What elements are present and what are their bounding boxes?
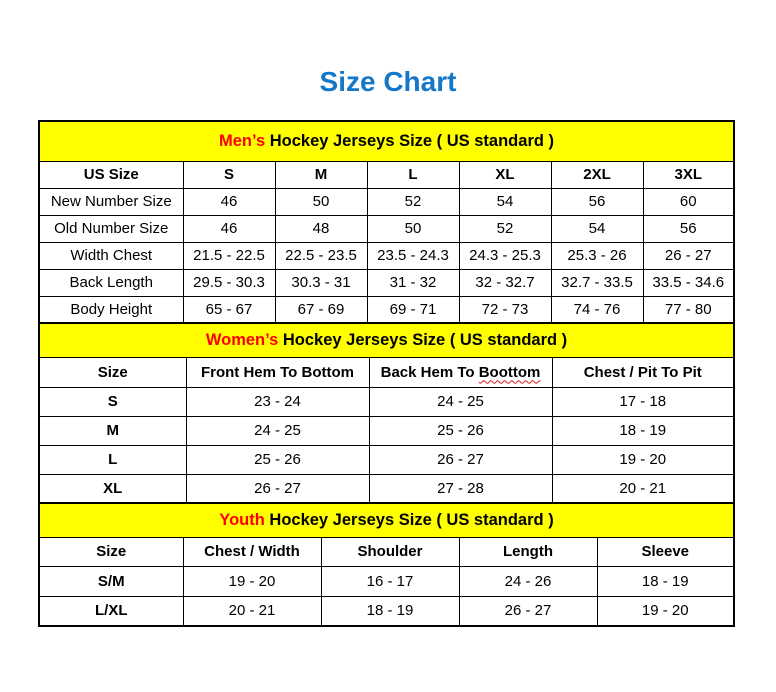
mens-header-3xl: 3XL [643,161,734,188]
cell-value: 50 [275,188,367,215]
row-label: New Number Size [39,188,183,215]
youth-header-row [39,537,734,566]
mens-section-title [39,121,734,161]
youth-section-band [39,503,734,537]
cell-value: 77 - 80 [643,296,734,323]
cell-value: 46 [183,188,275,215]
table-row [39,242,734,269]
cell-value: 30.3 - 31 [275,269,367,296]
cell-value: 25 - 26 [369,416,552,445]
youth-header-shoulder: Shoulder [321,537,459,566]
cell-value: 69 - 71 [367,296,459,323]
cell-value: 60 [643,188,734,215]
cell-value: 54 [459,188,551,215]
cell-value: 32 - 32.7 [459,269,551,296]
cell-value: 27 - 28 [369,474,552,503]
womens-header-chest: Chest / Pit To Pit [552,357,734,387]
cell-value: 19 - 20 [552,445,734,474]
table-row [39,416,734,445]
table-row [39,445,734,474]
row-label: Body Height [39,296,183,323]
youth-header-chest: Chest / Width [183,537,321,566]
cell-value: 52 [459,215,551,242]
row-label: Width Chest [39,242,183,269]
womens-header-back-hem-prefix: Back Hem To [380,363,479,381]
cell-value: 21.5 - 22.5 [183,242,275,269]
cell-value: 50 [367,215,459,242]
cell-value: 17 - 18 [552,387,734,416]
mens-header-l: L [367,161,459,188]
cell-value: 56 [643,215,734,242]
cell-value: 56 [551,188,643,215]
womens-header-back-hem-misspelled-word: Boottom [478,363,541,381]
cell-value: 19 - 20 [597,596,734,626]
youth-header-sleeve: Sleeve [597,537,734,566]
cell-value: 54 [551,215,643,242]
mens-header-row [39,161,734,188]
mens-size-table [38,120,735,324]
row-label: S [39,387,186,416]
table-row [39,188,734,215]
youth-header-length: Length [459,537,597,566]
cell-value: 25.3 - 26 [551,242,643,269]
cell-value: 25 - 26 [186,445,369,474]
cell-value: 18 - 19 [321,596,459,626]
womens-header-row [39,357,734,387]
youth-section-title-highlight: Youth [219,510,265,529]
table-row [39,566,734,596]
womens-section-title [39,323,734,357]
row-label: Old Number Size [39,215,183,242]
cell-value: 32.7 - 33.5 [551,269,643,296]
cell-value: 19 - 20 [183,566,321,596]
cell-value: 20 - 21 [183,596,321,626]
cell-value: 18 - 19 [552,416,734,445]
table-row [39,387,734,416]
mens-section-title-highlight: Men’s [218,131,266,150]
cell-value: 24 - 26 [459,566,597,596]
cell-value: 20 - 21 [552,474,734,503]
youth-header-size: Size [39,537,183,566]
cell-value: 52 [367,188,459,215]
cell-value: 24.3 - 25.3 [459,242,551,269]
row-label: M [39,416,186,445]
size-chart-tables [38,120,733,627]
cell-value: 31 - 32 [367,269,459,296]
row-label: S/M [39,566,183,596]
cell-value: 29.5 - 30.3 [183,269,275,296]
womens-header-front-hem: Front Hem To Bottom [186,357,369,387]
cell-value: 26 - 27 [369,445,552,474]
row-label: L/XL [39,596,183,626]
cell-value: 24 - 25 [186,416,369,445]
youth-size-table [38,502,735,627]
cell-value: 22.5 - 23.5 [275,242,367,269]
womens-section-title-highlight: Women’s [205,330,279,349]
mens-section-band [39,121,734,161]
womens-header-back-hem [369,357,552,387]
cell-value: 16 - 17 [321,566,459,596]
table-row [39,215,734,242]
cell-value: 46 [183,215,275,242]
cell-value: 72 - 73 [459,296,551,323]
row-label: Back Length [39,269,183,296]
row-label: XL [39,474,186,503]
cell-value: 23 - 24 [186,387,369,416]
row-label: L [39,445,186,474]
table-row [39,296,734,323]
cell-value: 23.5 - 24.3 [367,242,459,269]
table-row [39,474,734,503]
cell-value: 26 - 27 [186,474,369,503]
table-row [39,596,734,626]
cell-value: 48 [275,215,367,242]
youth-section-title-rest: Hockey Jerseys Size ( US standard ) [264,510,554,529]
mens-header-us-size: US Size [39,161,183,188]
page-title: Size Chart [319,66,457,97]
cell-value: 74 - 76 [551,296,643,323]
mens-section-title-rest: Hockey Jerseys Size ( US standard ) [265,131,555,150]
cell-value: 67 - 69 [275,296,367,323]
youth-section-title [39,503,734,537]
table-row [39,269,734,296]
womens-section-band [39,323,734,357]
cell-value: 26 - 27 [459,596,597,626]
cell-value: 65 - 67 [183,296,275,323]
mens-header-s: S [183,161,275,188]
cell-value: 24 - 25 [369,387,552,416]
cell-value: 18 - 19 [597,566,734,596]
mens-header-2xl: 2XL [551,161,643,188]
womens-size-table [38,322,735,504]
womens-header-size: Size [39,357,186,387]
cell-value: 26 - 27 [643,242,734,269]
womens-section-title-rest: Hockey Jerseys Size ( US standard ) [278,330,568,349]
cell-value: 33.5 - 34.6 [643,269,734,296]
mens-header-m: M [275,161,367,188]
mens-header-xl: XL [459,161,551,188]
